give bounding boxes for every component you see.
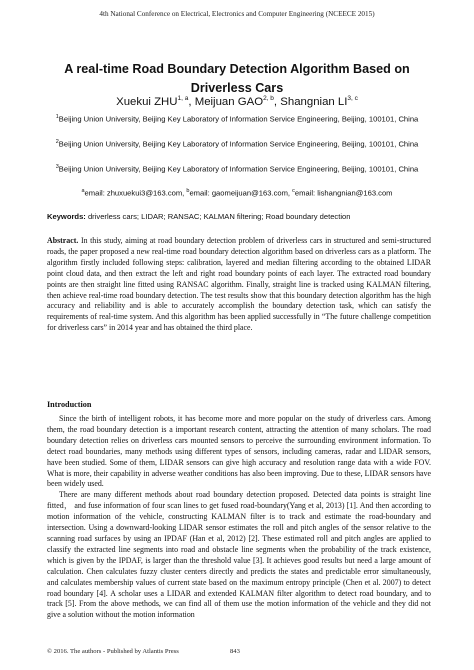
section-title: Introduction	[47, 400, 92, 409]
author-name: Shangnian LI	[280, 95, 348, 108]
paragraph: Since the birth of intelligent robots, it has become more and more popular on the study of driverless cars. Among them, the road boundary detection is a important research content, attracting the attention of many scholars. The road boundary detection relies on driverless cars mounted sensors to perceive the surrounding environment information. To detect road boundaries, many methods using different types of sensors, including cameras, radar and LIDAR sensors, have been studied. Some of them, LIDAR sensors can give high accuracy and resolution range data with a wide FOV. What is more, their capability in adverse weather conditions has also been improving. Due to these, LIDAR sensors have been widely used.	[47, 414, 431, 489]
author-name: Meijuan GAO	[194, 95, 264, 108]
keywords-text: driverless cars; LIDAR; RANSAC; KALMAN filtering; Road boundary detection	[87, 212, 351, 221]
abstract-label: Abstract.	[47, 236, 79, 245]
affiliation-sup: 3	[55, 164, 59, 170]
affiliation	[40, 162, 434, 175]
email-sup: c	[292, 188, 295, 194]
paragraph: There are many different methods about road boundary detection proposed. Detected data points is straight line fitted， and fuse information of four scan lines to get fused road-boundary(Yang et al, 2013) [1]. And then according to motion information of the vehicle, constructing KALMAN filter is to track and estimate the road-boundary and intersection. Using a downward-looking LIDAR sensor estimates the roll and pitch angles of the sensor relative to the scanning road surfaces by using an IPDAF (Han et al, 2012) [2]. These estimated roll and pitch angles are applied to classify the extracted line segments into road and obstacle line segments when the probability of the track existence, which is given by the IPDAF, is larger than the threshold value [3]. It achieves good results but need a large amount of calculation. Chen calculates fuzzy cluster centers directly and predicts the states and predictable error simultaneously, and calculates membership values of current state based on the maximum entropy principle (Chen et al. 2007) to detect road boundary [4]. A scholar uses a LIDAR and extended KALMAN filter algorithm to detect road boundary, and to track [5]. From the above methods, we can find all of them use the motion information of the vehicle and they did not give a solution without the motion information	[47, 490, 431, 620]
author-sup: 2, b	[263, 95, 274, 102]
email-text: email: gaomeijuan@163.com,	[189, 188, 293, 198]
email-line	[20, 188, 454, 198]
keywords-label: Keywords:	[47, 212, 86, 221]
author-name: Xuekui ZHU	[116, 95, 178, 108]
conference-header: 4th National Conference on Electrical, Electronics and Computer Engineering (NCEECE 2015)	[99, 10, 375, 18]
abstract-text: In this study, aiming at road boundary detection problem of driverless cars in structured and semi-structured roads, the paper proposed a new real-time road boundary detection algorithm based on driverless cars as a platform. The algorithm firstly included following steps: calibration, layered and median filtering according to the obtained LIDAR point cloud data, and then extract the left and right road boundary points of each layer. The extracted road boundary points are then straight line fitted using RANSAC algorithm. Finally, straight line is tracked using KALMAN filtering, then achieve real-time road boundary detection. The test results show that this boundary detection algorithm has the high accuracy and reliability and is able to accurately accomplish the boundary detection task, which can satisfy the requirements of real-time system. And this algorithm has been applied successfully in “The future challenge competition for driverless cars” in 2014 year and has obtained the third place.	[47, 236, 431, 333]
page-number: 843	[230, 648, 240, 655]
email-sup: a	[81, 188, 85, 194]
affiliation-text: Beijing Union University, Beijing Key Laboratory of Information Service Engineering, Beijing, 100101, China	[58, 164, 419, 174]
affiliation-sup: 1	[55, 114, 59, 120]
affiliation	[40, 112, 434, 125]
affiliation-text: Beijing Union University, Beijing Key Laboratory of Information Service Engineering, Beijing, 100101, China	[58, 114, 419, 124]
affiliation-sup: 2	[55, 139, 59, 145]
author-sup: 1, a	[177, 95, 189, 102]
copyright-footer: © 2016. The authors - Published by Atlantis Press	[47, 648, 179, 655]
keywords	[47, 212, 437, 221]
abstract	[47, 236, 431, 334]
paper-title: A real-time Road Boundary Detection Algorithm Based on Driverless Cars	[64, 62, 410, 95]
affiliation-text: Beijing Union University, Beijing Key Laboratory of Information Service Engineering, Beijing, 100101, China	[58, 139, 419, 149]
author-list: Xuekui ZHU$^{1, a}$, Meijuan GAO$^{2, b}$, Shangnian LI$^{3, c}$	[116, 95, 358, 108]
author-sup: 3, c	[347, 95, 358, 102]
email-sup: b	[186, 188, 190, 194]
introduction-body	[47, 414, 431, 621]
email-text: email: lishangnian@163.com	[294, 188, 393, 198]
affiliation	[40, 137, 434, 150]
email-text: email: zhuxuekui3@163.com,	[84, 188, 187, 198]
